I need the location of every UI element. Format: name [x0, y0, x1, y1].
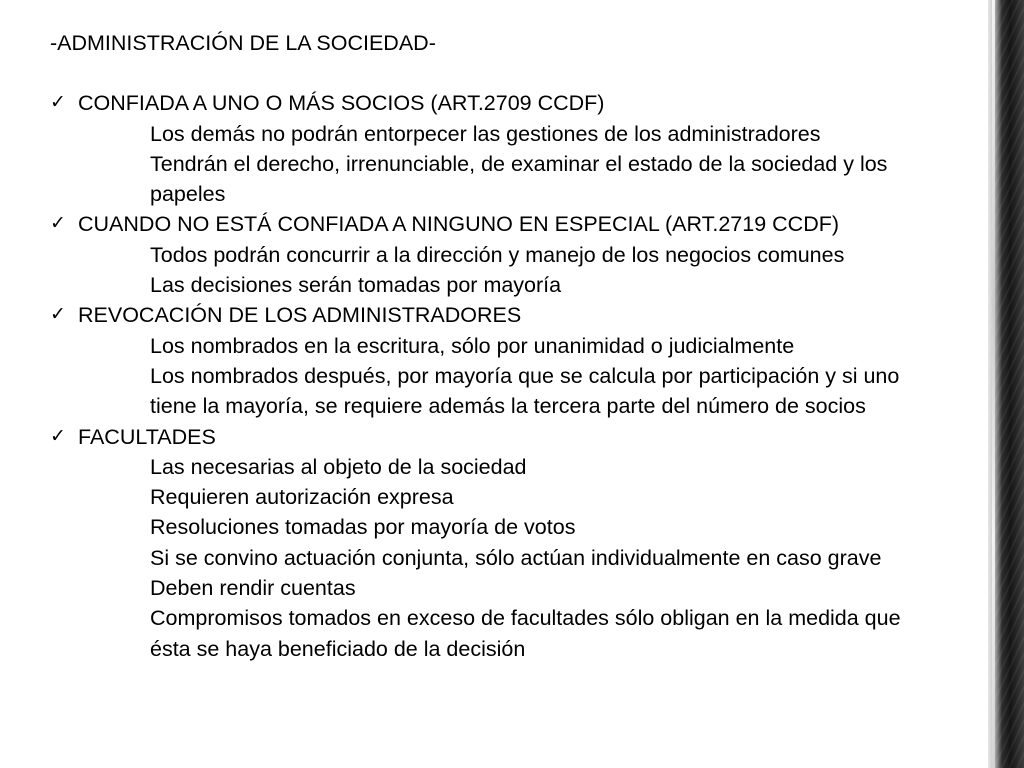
list-item: Los nombrados en la escritura, sólo por unanimidad o judicialmente: [150, 333, 795, 358]
section-no-confiada: [50, 209, 930, 300]
section-revocacion: [50, 300, 930, 421]
section-confiada-socios: [50, 88, 930, 209]
section-heading: FACULTADES: [78, 424, 216, 449]
section-facultades: [50, 422, 930, 664]
checkmark-icon: ✓: [50, 425, 66, 447]
list-item: Las decisiones serán tomadas por mayoría: [150, 273, 562, 298]
list-item: Requieren autorización expresa: [150, 485, 454, 510]
checkmark-icon: ✓: [50, 92, 66, 114]
list-item: Si se convino actuación conjunta, sólo actúan individualmente en caso grave: [150, 545, 882, 570]
section-heading: CONFIADA A UNO O MÁS SOCIOS (ART.2709 CCDF): [78, 91, 605, 116]
section-heading: CUANDO NO ESTÁ CONFIADA A NINGUNO EN ESPECIAL (ART.2719 CCDF): [78, 212, 840, 237]
list-item: Los nombrados después, por mayoría que se calcula por participación y si uno tiene la mayoría, se requiere además la tercera parte del número de socios: [150, 363, 900, 419]
list-item: Las necesarias al objeto de la sociedad: [150, 454, 527, 479]
section-heading: REVOCACIÓN DE LOS ADMINISTRADORES: [78, 303, 522, 328]
list-item: Resoluciones tomadas por mayoría de votos: [150, 515, 576, 540]
slide-title: -ADMINISTRACIÓN DE LA SOCIEDAD-: [50, 31, 436, 55]
list-item: Deben rendir cuentas: [150, 576, 356, 601]
list-item: Tendrán el derecho, irrenunciable, de examinar el estado de la sociedad y los papeles: [150, 151, 888, 207]
checkmark-icon: ✓: [50, 213, 66, 235]
checkmark-icon: ✓: [50, 304, 66, 326]
slide-content: [50, 28, 930, 664]
list-item: Todos podrán concurrir a la dirección y manejo de los negocios comunes: [150, 242, 845, 267]
decorative-frame: [988, 0, 1024, 768]
list-item: Los demás no podrán entorpecer las gestiones de los administradores: [150, 121, 821, 146]
list-item: Compromisos tomados en exceso de facultades sólo obligan en la medida que ésta se haya beneficiado de la decisión: [150, 606, 901, 661]
